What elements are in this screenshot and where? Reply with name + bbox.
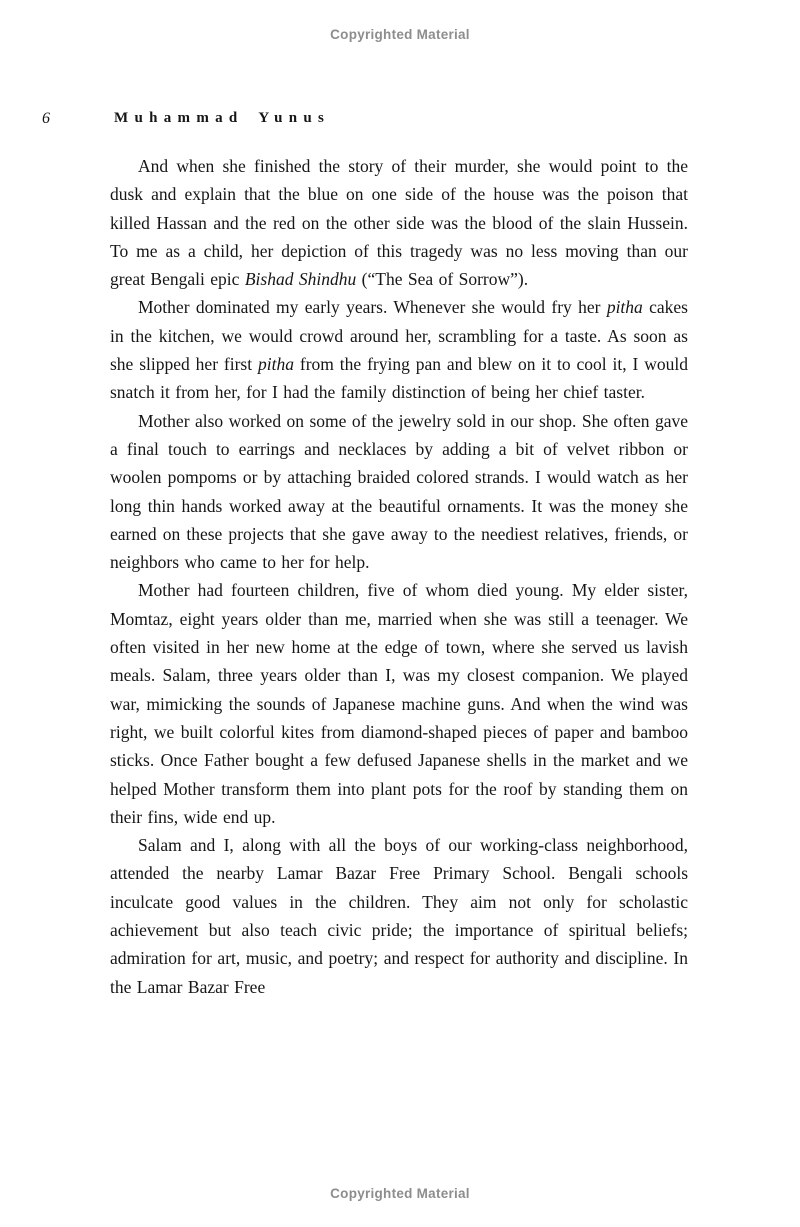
body-text (110, 152, 688, 1001)
text-segment: Salam and I, along with all the boys of our working-class neighborhood, attended the nearby Lamar Bazar Free Primary School. Bengali schools inculcate good values in the children. They aim not only for scholastic achievement but also teach civic pride; the importance of spiritual beliefs; admiration for art, music, and poetry; and respect for authority and discipline. In the Lamar Bazar Free (110, 835, 688, 997)
copyright-notice-top: Copyrighted Material (330, 27, 470, 42)
italic-text: pitha (258, 354, 294, 375)
paragraph (110, 831, 688, 1001)
italic-text: pitha (606, 297, 643, 318)
paragraph (110, 293, 688, 406)
text-segment: Mother also worked on some of the jewelry sold in our shop. She often gave a final touch to earrings and necklaces by adding a bit of velvet ribbon or woolen pompoms or by attaching braided colored strands. I would watch as her long thin hands worked away at the beautiful ornaments. It was the money she earned on these projects that she gave away to the neediest relatives, friends, or neighbors who came to her for help. (110, 410, 688, 573)
running-header (0, 110, 800, 134)
paragraph (110, 576, 688, 831)
text-segment: cakes in the kitchen, we would crowd around her, scrambling for a taste. As soon as she slipped her first (110, 297, 688, 375)
italic-text: Bishad Shindhu (244, 269, 357, 290)
text-segment: from the frying pan and blew on it to cool it, I would snatch it from her, for I had the family distinction of being her chief taster. (110, 354, 688, 403)
paragraph (110, 152, 688, 293)
text-segment: (“The Sea of Sorrow”). (356, 269, 529, 290)
page-number: 6 (42, 110, 50, 127)
text-segment: And when she finished the story of their murder, she would point to the dusk and explain that the blue on one side of the house was the poison that killed Hassan and the red on the other side was the blood of the slain Hussein. To me as a child, her depiction of this tragedy was no less moving than our great Bengali epic (110, 156, 688, 290)
text-segment: Mother dominated my early years. Whenever she would fry her (138, 297, 607, 318)
running-header-title: Muhammad Yunus (114, 110, 331, 126)
paragraph (110, 407, 688, 577)
copyright-notice-bottom: Copyrighted Material (330, 1186, 470, 1201)
text-segment: Mother had fourteen children, five of whom died young. My elder sister, Momtaz, eight years older than me, married when she was still a teenager. We often visited in her new home at the edge of town, where she served us lavish meals. Salam, three years older than I, was my closest companion. We played war, mimicking the sounds of Japanese machine guns. And when the wind was right, we built colorful kites from diamond-shaped pieces of paper and bamboo sticks. Once Father bought a few defused Japanese shells in the market and we helped Mother transform them into plant pots for the roof by standing them on their fins, wide end up. (110, 580, 688, 827)
